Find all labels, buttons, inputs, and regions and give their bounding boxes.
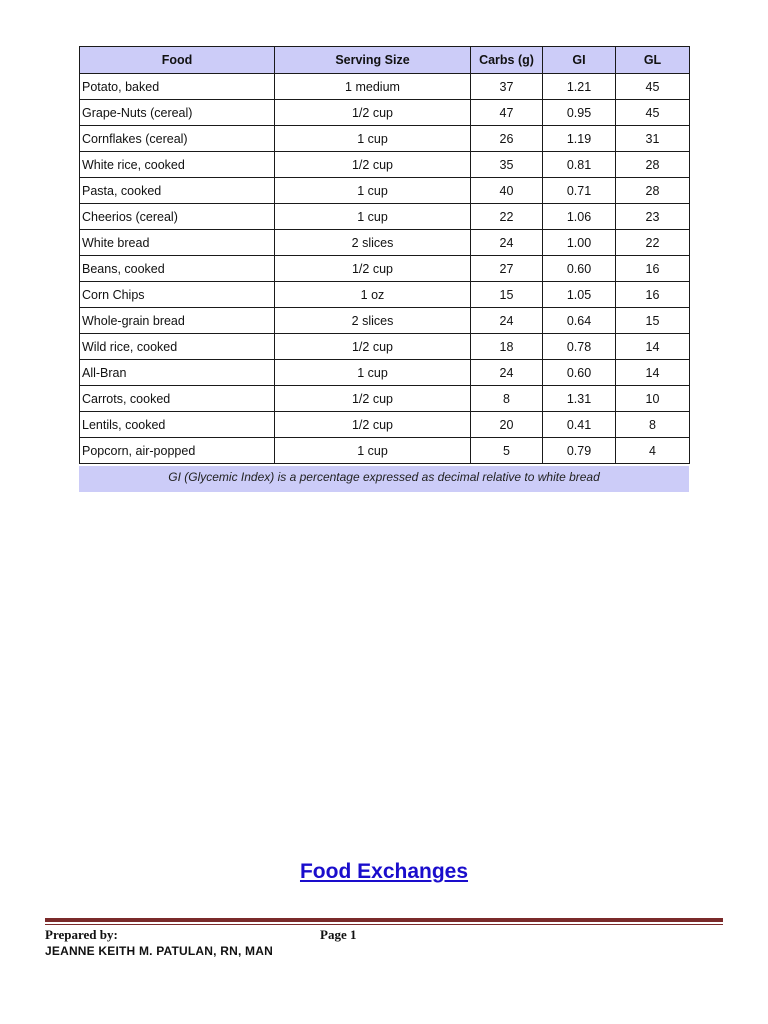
cell-carbs: 18 xyxy=(471,334,543,360)
cell-gl: 45 xyxy=(616,100,690,126)
cell-carbs: 27 xyxy=(471,256,543,282)
cell-food: Wild rice, cooked xyxy=(80,334,275,360)
table-body xyxy=(80,74,690,464)
cell-gi: 0.78 xyxy=(543,334,616,360)
table-row xyxy=(80,204,690,230)
cell-carbs: 26 xyxy=(471,126,543,152)
cell-food: Cheerios (cereal) xyxy=(80,204,275,230)
cell-gi: 1.06 xyxy=(543,204,616,230)
cell-serving-size: 1 medium xyxy=(275,74,471,100)
table-row xyxy=(80,282,690,308)
page-number: Page 1 xyxy=(320,927,357,942)
table-row xyxy=(80,74,690,100)
cell-carbs: 40 xyxy=(471,178,543,204)
header-gl: GL xyxy=(616,47,690,74)
table-row xyxy=(80,308,690,334)
cell-serving-size: 1 oz xyxy=(275,282,471,308)
cell-food: Pasta, cooked xyxy=(80,178,275,204)
cell-gi: 0.64 xyxy=(543,308,616,334)
cell-food: White rice, cooked xyxy=(80,152,275,178)
cell-food: Carrots, cooked xyxy=(80,386,275,412)
cell-gl: 16 xyxy=(616,282,690,308)
table-row xyxy=(80,230,690,256)
cell-gl: 4 xyxy=(616,438,690,464)
cell-food: Beans, cooked xyxy=(80,256,275,282)
footer-rule-thin xyxy=(45,924,723,925)
cell-gi: 0.79 xyxy=(543,438,616,464)
cell-gi: 1.00 xyxy=(543,230,616,256)
cell-serving-size: 1/2 cup xyxy=(275,256,471,282)
header-serving-size: Serving Size xyxy=(275,47,471,74)
cell-gl: 28 xyxy=(616,178,690,204)
cell-serving-size: 1 cup xyxy=(275,126,471,152)
cell-serving-size: 1/2 cup xyxy=(275,334,471,360)
glycemic-table xyxy=(79,46,690,464)
prepared-by-label: Prepared by: xyxy=(45,927,118,942)
cell-gl: 14 xyxy=(616,334,690,360)
cell-gi: 0.60 xyxy=(543,360,616,386)
cell-food: White bread xyxy=(80,230,275,256)
cell-carbs: 24 xyxy=(471,360,543,386)
cell-gl: 16 xyxy=(616,256,690,282)
table-row xyxy=(80,256,690,282)
cell-food: Corn Chips xyxy=(80,282,275,308)
cell-food: Potato, baked xyxy=(80,74,275,100)
cell-serving-size: 1/2 cup xyxy=(275,386,471,412)
cell-food: Cornflakes (cereal) xyxy=(80,126,275,152)
cell-gi: 1.05 xyxy=(543,282,616,308)
cell-carbs: 37 xyxy=(471,74,543,100)
author-name: JEANNE KEITH M. PATULAN, RN, MAN xyxy=(45,944,273,958)
cell-serving-size: 1/2 cup xyxy=(275,100,471,126)
cell-carbs: 24 xyxy=(471,308,543,334)
cell-serving-size: 1/2 cup xyxy=(275,412,471,438)
table-row xyxy=(80,126,690,152)
table-row xyxy=(80,412,690,438)
header-food: Food xyxy=(80,47,275,74)
table-row xyxy=(80,360,690,386)
cell-food: All-Bran xyxy=(80,360,275,386)
cell-gi: 0.60 xyxy=(543,256,616,282)
header-gi: GI xyxy=(543,47,616,74)
cell-gl: 23 xyxy=(616,204,690,230)
cell-gi: 0.95 xyxy=(543,100,616,126)
cell-carbs: 15 xyxy=(471,282,543,308)
cell-serving-size: 1 cup xyxy=(275,204,471,230)
table-row xyxy=(80,386,690,412)
cell-serving-size: 2 slices xyxy=(275,230,471,256)
cell-gl: 10 xyxy=(616,386,690,412)
cell-serving-size: 1/2 cup xyxy=(275,152,471,178)
cell-carbs: 5 xyxy=(471,438,543,464)
cell-gi: 1.21 xyxy=(543,74,616,100)
cell-gl: 45 xyxy=(616,74,690,100)
cell-gi: 1.31 xyxy=(543,386,616,412)
cell-gl: 28 xyxy=(616,152,690,178)
cell-gl: 15 xyxy=(616,308,690,334)
cell-gi: 0.81 xyxy=(543,152,616,178)
cell-food: Whole-grain bread xyxy=(80,308,275,334)
cell-carbs: 20 xyxy=(471,412,543,438)
table-row xyxy=(80,152,690,178)
cell-gi: 0.41 xyxy=(543,412,616,438)
table-row xyxy=(80,178,690,204)
cell-gi: 1.19 xyxy=(543,126,616,152)
table-row xyxy=(80,334,690,360)
cell-carbs: 22 xyxy=(471,204,543,230)
table-footnote: GI (Glycemic Index) is a percentage expressed as decimal relative to white bread xyxy=(79,466,689,492)
cell-food: Grape-Nuts (cereal) xyxy=(80,100,275,126)
cell-gi: 0.71 xyxy=(543,178,616,204)
cell-serving-size: 1 cup xyxy=(275,438,471,464)
food-exchanges-link[interactable]: Food Exchanges xyxy=(299,860,469,883)
cell-gl: 22 xyxy=(616,230,690,256)
table-row xyxy=(80,438,690,464)
cell-serving-size: 2 slices xyxy=(275,308,471,334)
cell-food: Lentils, cooked xyxy=(80,412,275,438)
cell-carbs: 24 xyxy=(471,230,543,256)
cell-gl: 31 xyxy=(616,126,690,152)
cell-food: Popcorn, air-popped xyxy=(80,438,275,464)
cell-serving-size: 1 cup xyxy=(275,360,471,386)
footer-rule-thick xyxy=(45,918,723,922)
header-carbs: Carbs (g) xyxy=(471,47,543,74)
cell-gl: 14 xyxy=(616,360,690,386)
cell-gl: 8 xyxy=(616,412,690,438)
cell-carbs: 47 xyxy=(471,100,543,126)
cell-serving-size: 1 cup xyxy=(275,178,471,204)
cell-carbs: 35 xyxy=(471,152,543,178)
cell-carbs: 8 xyxy=(471,386,543,412)
table-row xyxy=(80,100,690,126)
table-header-row xyxy=(80,47,690,74)
